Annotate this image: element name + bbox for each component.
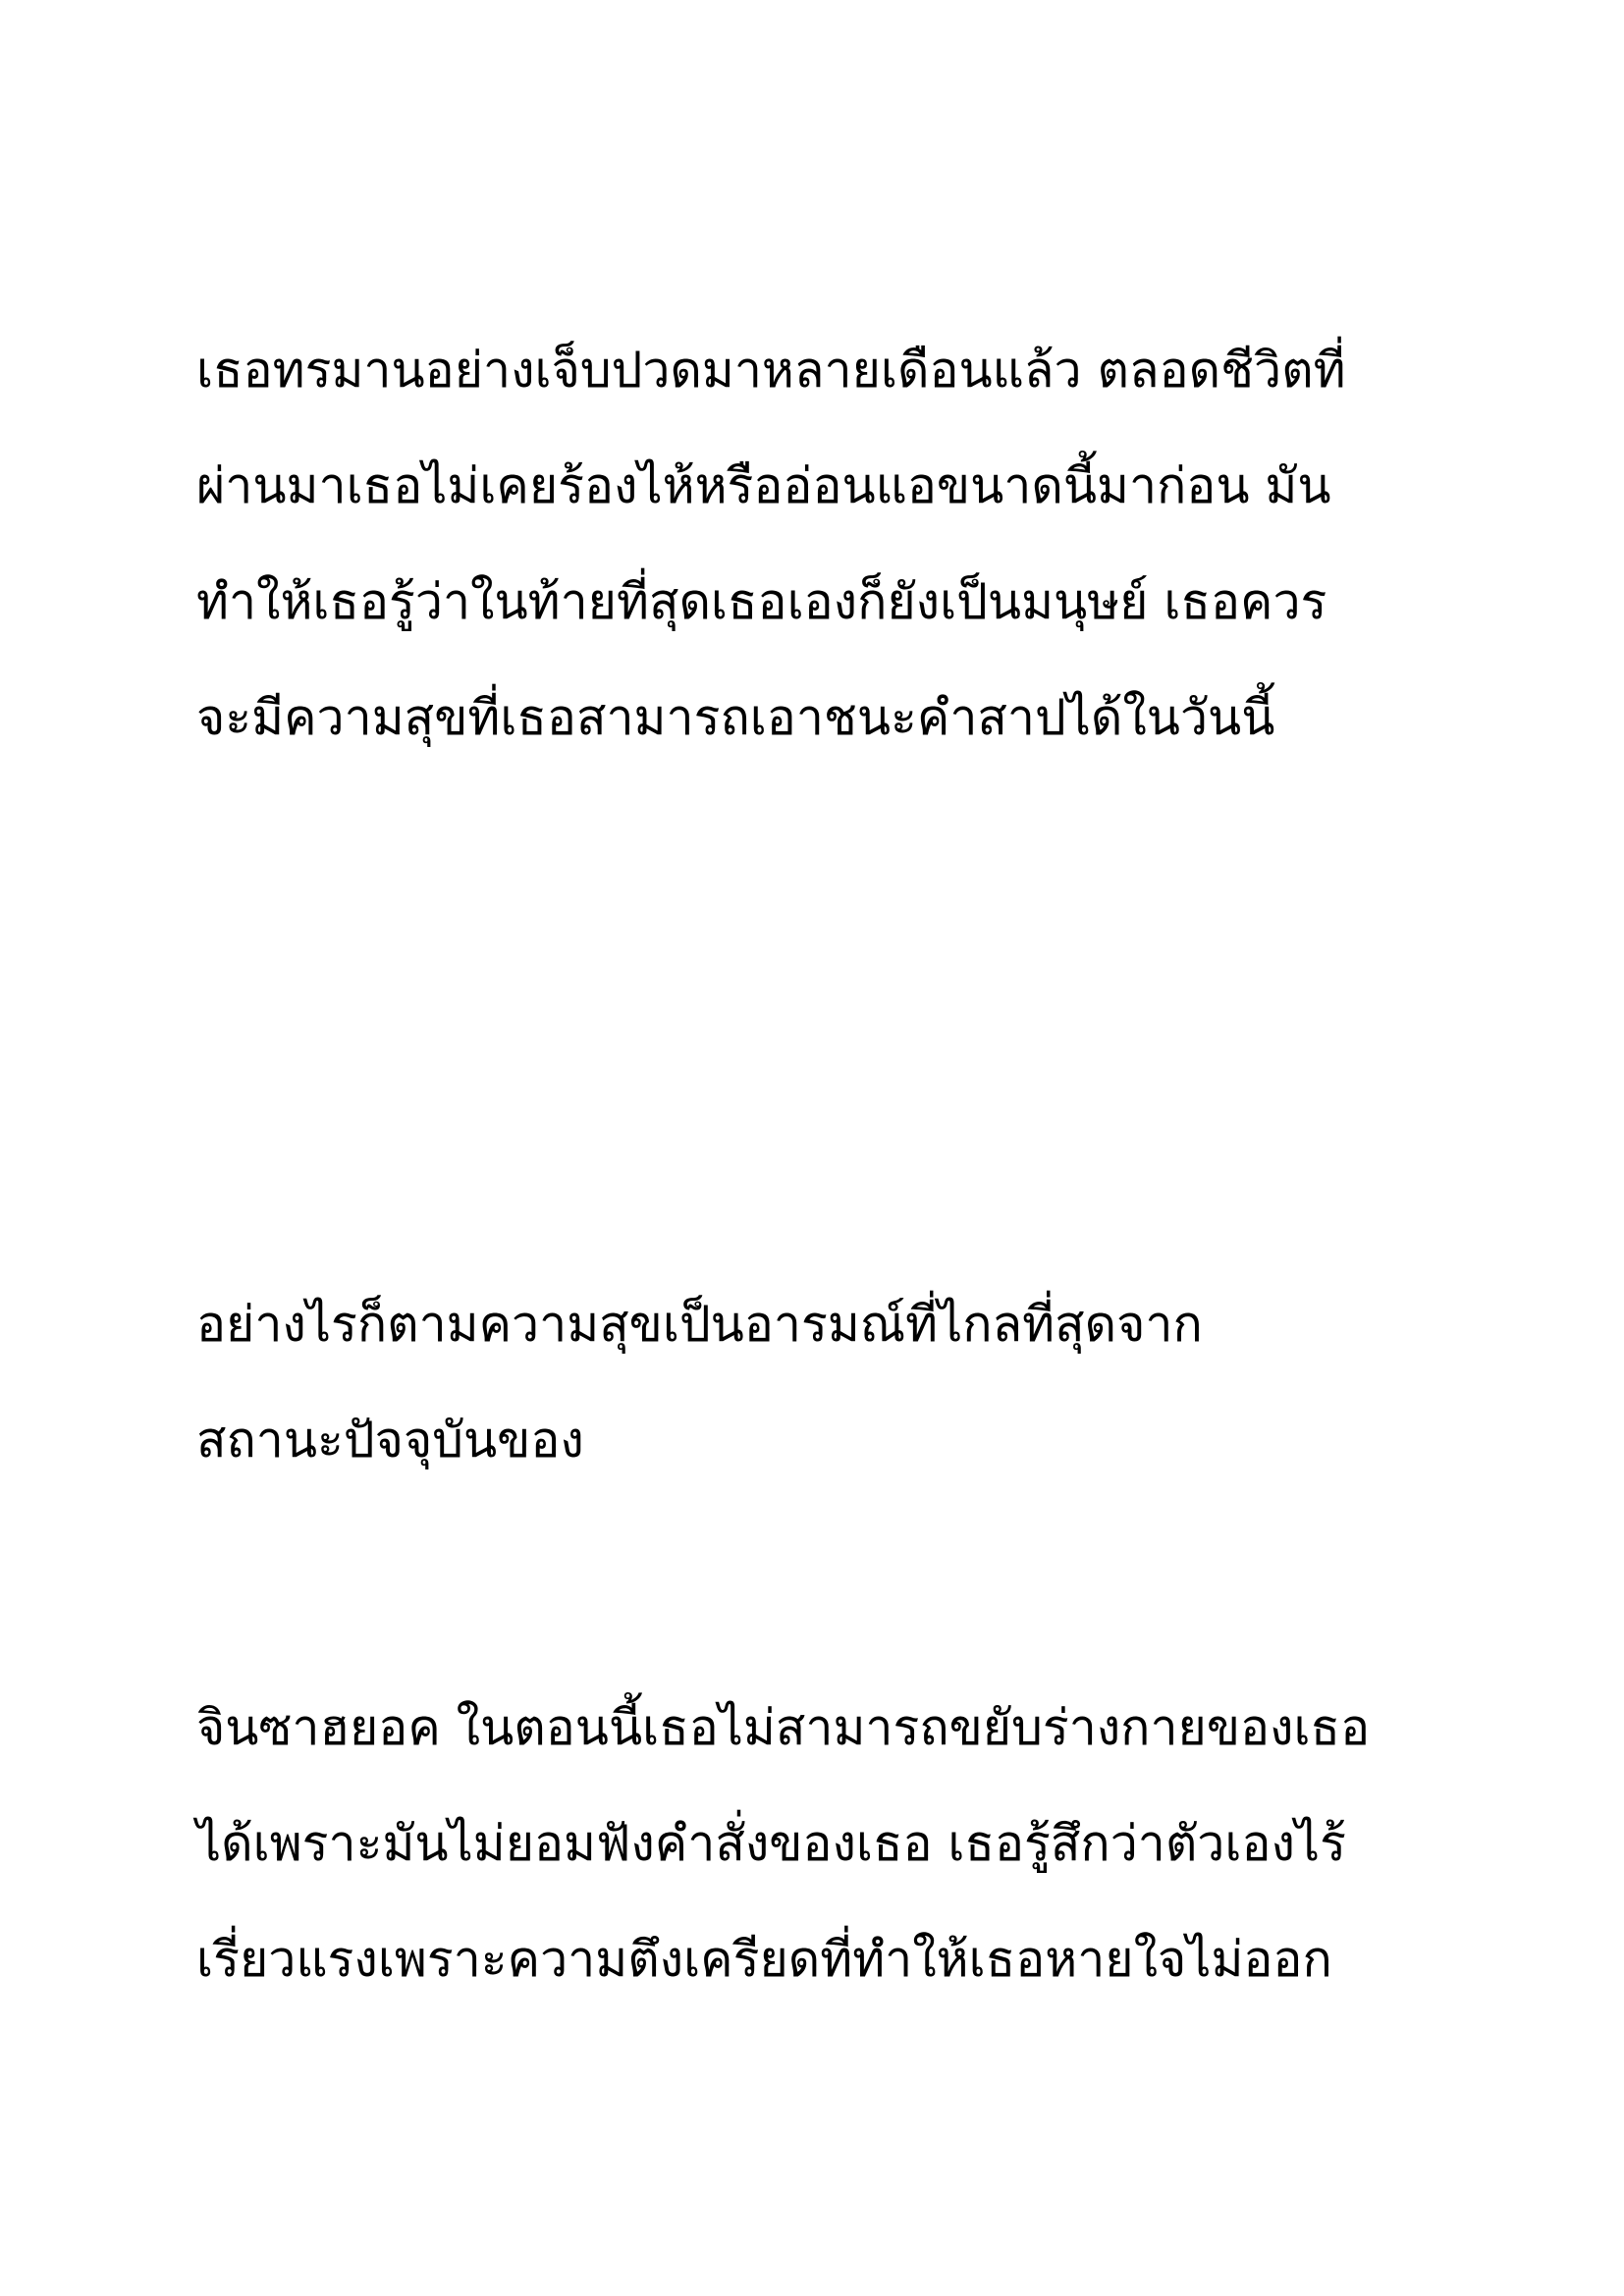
paragraph-line: ทำให้เธอรู้ว่าในท้ายที่สุดเธอเองก็ยังเป็นมนุษย์ เธอควร [196,573,1327,630]
paragraph-line: สถานะปัจจุบันของ [196,1412,584,1468]
paragraph-line: เธอทรมานอย่างเจ็บปวดมาหลายเดือนแล้ว ตลอดชีวิตที่ [196,342,1346,399]
paragraph-1 [196,312,1473,775]
paragraph-line: จะมีความสุขที่เธอสามารถเอาชนะคำสาปได้ในวันนี้ [196,689,1275,746]
paragraph-2 [196,1266,1473,1498]
paragraph-line: ได้เพราะมันไม่ยอมฟังคำสั่งของเธอ เธอรู้สึกว่าตัวเองไร้ [196,1815,1346,1872]
paragraph-3 [196,1670,1473,2017]
paragraph-line: เรี่ยวแรงเพราะความตึงเครียดที่ทำให้เธอหายใจไม่ออก [196,1931,1332,1988]
paragraph-line: ผ่านมาเธอไม่เคยร้องไห้หรืออ่อนแอขนาดนี้มาก่อน มัน [196,457,1331,514]
paragraph-line: อย่างไรก็ตามความสุขเป็นอารมณ์ที่ไกลที่สุดจาก [196,1296,1203,1353]
paragraph-line: จินซาฮยอค ในตอนนี้เธอไม่สามารถขยับร่างกายของเธอ [196,1699,1371,1756]
